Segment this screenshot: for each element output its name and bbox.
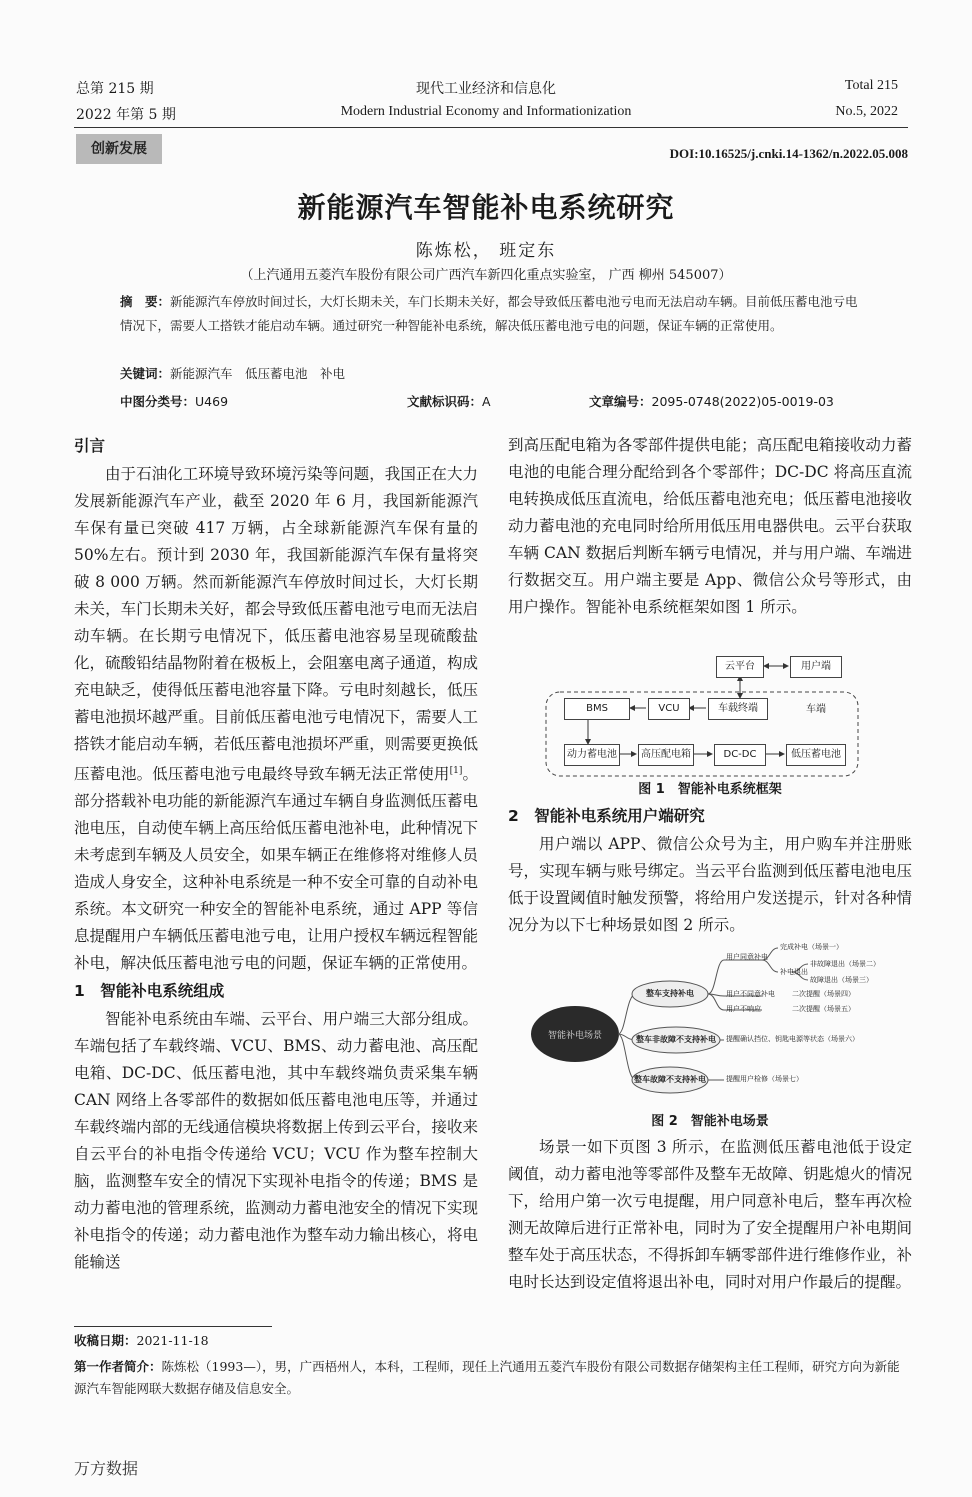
issue-en: No.5, 2022	[835, 104, 898, 119]
fig2-center-label: 智能补电场景	[547, 1031, 602, 1041]
intro-heading: 引言	[74, 437, 106, 455]
section-badge: 创新发展	[76, 134, 162, 164]
author-bio-text: 陈炼松（1993—），男，广西梧州人，本科，工程师，现任上汽通用五菱汽车股份有限公司数据存储架构主任工程师，研究方向为新能源汽车智能网联大数据存储及信息安全。	[74, 1359, 900, 1396]
fig2-reminder2: 二次提醒（场景四）	[792, 990, 855, 998]
fig2-user-reject: 用户不响应	[726, 1005, 761, 1013]
abstract-text: 新能源汽车停放时间过长，大灯长期未关，车门长期未关好，都会导致低压蓄电池亏电而无法启动车辆。目前低压蓄电池亏电情况下，需要人工搭铁才能启动车辆。通过研究一种智能补电系统，解决低压蓄电池亏电的问题，保证车辆的正常使用。	[120, 294, 858, 333]
section2-paragraph1: 用户端以 APP、微信公众号为主，用户购车并注册账号，实现车辆与账号绑定。当云平台监测到低压蓄电池电压低于设置阈值时触发预警，将给用户发送提示，针对各种情况分为以下七种场景如图 2 所示。	[508, 835, 912, 934]
fig2-no-respond: 用户不同意补电	[726, 990, 775, 998]
figure1-caption: 图 1 智能补电系统框架	[638, 782, 782, 797]
article-number-value: 2095-0748(2022)05-0019-03	[651, 394, 834, 409]
total-issue-cn: 总第 215 期	[76, 81, 154, 97]
article-number	[589, 392, 834, 410]
fig2-branch-supported: 整车支持补电	[646, 989, 694, 998]
left-column	[74, 432, 478, 1276]
reference-mark: [1]	[449, 766, 463, 776]
fig2-scene6: 提醒确认挡位、钥匙电源等状态（场景六）	[726, 1035, 859, 1043]
article-number-label: 文章编号：	[589, 394, 652, 409]
fig2-user-exit: 非故障退出（场景二）	[810, 960, 880, 968]
fig1-vcu-box: VCU	[648, 698, 690, 720]
fig1-user-box: 用户端	[790, 656, 842, 678]
right-column-top	[508, 432, 912, 621]
received-label: 收稿日期：	[74, 1333, 137, 1348]
fig2-branch-nonfault: 整车非故障不支持补电	[636, 1035, 716, 1044]
intro-text: 由于石油化工环境导致环境污染等问题，我国正在大力发展新能源汽车产业，截至 2020 年 6 月，我国新能源汽车保有量已突破 417 万辆，占全球新能源汽车保有量的 50%左右。预计到 2030 年，我国新能源汽车保有量将突破 8 000 万辆。然而新能源汽车停放时间过长，大灯长期未关，车门长期未关好，都会导致低压蓄电池亏电而无法启动车辆。在长期亏电情况下，低压蓄电池容易呈现硫酸盐化，硫酸铅结晶物附着在极板上，会阻塞电离子通道，构成充电缺乏，使得低压蓄电池容量下降。亏电时刻越长，低压蓄电池损坏越严重。目前低压蓄电池亏电情况下，需要人工搭铁才能启动车辆，若低压蓄电池损坏严重，则需要更换低压蓄电池。低压蓄电池亏电最终导致车辆无法正常使用	[74, 465, 478, 784]
fig1-dcdc-box: DC-DC	[714, 744, 766, 766]
figure2-caption: 图 2 智能补电场景	[651, 1114, 769, 1129]
intro-text-end: 。部分搭载补电功能的新能源汽车通过车辆自身监测低压蓄电池电压，自动使车辆上高压给低压蓄电池补电，此种情况下未考虑到车辆及人员安全，如果车辆正在维修将对维修人员造成人身安全，这种补电系统是一种不安全可靠的自动补电系统。本文研究一种安全的智能补电系统，通过 APP 等信息提醒用户车辆低压蓄电池亏电，让用户授权车辆远程智能补电，解决低压蓄电池亏电的问题，保证车辆的正常使用。	[74, 765, 478, 973]
article-title: 新能源汽车智能补电系统研究	[297, 191, 675, 224]
fig2-reminder3: 二次提醒（场景五）	[792, 1005, 855, 1013]
intro-paragraph	[74, 461, 478, 977]
abstract-label: 摘 要：	[120, 294, 171, 309]
issue-cn: 2022 年第 5 期	[76, 107, 176, 123]
clc-value: U469	[195, 394, 229, 409]
fig2-scene7: 提醒用户检修（场景七）	[726, 1075, 803, 1083]
fig1-lv-battery-box: 低压蓄电池	[786, 744, 846, 766]
right-column-section2	[508, 802, 912, 939]
fig1-power-battery-box: 动力蓄电池	[564, 744, 620, 766]
fig2-branch-fault: 整车故障不支持补电	[634, 1075, 706, 1084]
fig1-bms-box: BMS	[564, 698, 630, 720]
section1-heading: 1 智能补电系统组成	[74, 982, 225, 1001]
figure2-diagram	[530, 942, 900, 1102]
journal-name-en: Modern Industrial Economy and Informationization	[340, 104, 632, 119]
fig1-cloud-box: 云平台	[716, 656, 764, 678]
watermark: 万方数据	[74, 1459, 139, 1478]
section1-paragraph: 智能补电系统由车端、云平台、用户端三大部分组成。车端包括了车载终端、VCU、BMS、动力蓄电池、高压配电箱、DC-DC、低压蓄电池，其中车载终端负责采集车辆 CAN 网络上各零部件的数据如低压蓄电池电压等，并通过车载终端内部的无线通信模块将数据上传到云平台，接收来自云平台的补电指令传递给 VCU；VCU 作为整车控制大脑，监测整车安全的情况下实现补电指令的传递；BMS 是动力蓄电池的管理系统，监测动力蓄电池安全的情况下实现补电指令的传递；动力蓄电池作为整车动力输出核心，将电能输送	[74, 1010, 478, 1272]
fig2-complete: 完成补电（场景一）	[780, 943, 843, 951]
abstract	[120, 290, 870, 338]
fig1-car-side-label: 车端	[806, 704, 826, 715]
figure1-diagram	[544, 650, 862, 780]
received-value: 2021-11-18	[136, 1333, 209, 1348]
fig2-user-agree: 用户同意补电	[726, 953, 768, 961]
keywords-text: 新能源汽车 低压蓄电池 补电	[170, 366, 346, 381]
authors: 陈炼松， 班定东	[415, 241, 557, 261]
affiliation: （上汽通用五菱汽车股份有限公司广西汽车新四化重点实验室， 广西 柳州 545007）	[240, 268, 732, 283]
section2-paragraph2: 场景一如下页图 3 所示，在监测低压蓄电池低于设定阈值，动力蓄电池等零部件及整车无故障、钥匙熄火的情况下，给用户第一次亏电提醒，用户同意补电后，整车再次检测无故障后进行正常补电，同时为了安全提醒用户补电期间整车处于高压状态，不得拆卸车辆零部件进行维修作业，补电时长达到设定值将退出补电，同时对用户作最后的提醒。	[508, 1138, 912, 1291]
fig2-timeout: 补电退出	[780, 968, 808, 976]
author-bio	[74, 1356, 908, 1400]
doc-code-value: A	[482, 394, 491, 409]
total-issue-en: Total 215	[844, 78, 898, 93]
footnote-rule	[74, 1326, 272, 1327]
clc-label: 中图分类号：	[120, 394, 196, 409]
fig1-hv-box: 高压配电箱	[638, 744, 694, 766]
header-rule	[74, 127, 908, 128]
section1-paragraph-cont: 到高压配电箱为各零部件提供电能；高压配电箱接收动力蓄电池的电能合理分配给到各个零部件；DC-DC 将高压直流电转换成低压直流电，给低压蓄电池充电；低压蓄电池接收动力蓄电池的充电同时给所用低压用电器供电。云平台获取车辆 CAN 数据后判断车辆亏电情况，并与用户端、车端进行数据交互。用户端主要是 App、微信公众号等形式，由用户操作。智能补电系统框架如图 1 所示。	[508, 436, 912, 616]
keywords-label: 关键词：	[120, 366, 171, 381]
fig1-terminal-box: 车载终端	[708, 698, 768, 720]
fig2-fault-exit: 故障退出（场景三）	[810, 976, 873, 984]
doc-code	[407, 392, 491, 410]
received-date	[74, 1330, 908, 1352]
section2-heading: 2 智能补电系统用户端研究	[508, 807, 705, 825]
doi: DOI:10.16525/j.cnki.14-1362/n.2022.05.008	[669, 146, 908, 161]
author-bio-label: 第一作者简介：	[74, 1359, 162, 1374]
keywords	[120, 362, 870, 386]
doc-code-label: 文献标识码：	[407, 394, 483, 409]
journal-name-cn: 现代工业经济和信息化	[416, 81, 556, 97]
right-column-bottom	[508, 1134, 912, 1296]
clc-number	[120, 392, 228, 410]
